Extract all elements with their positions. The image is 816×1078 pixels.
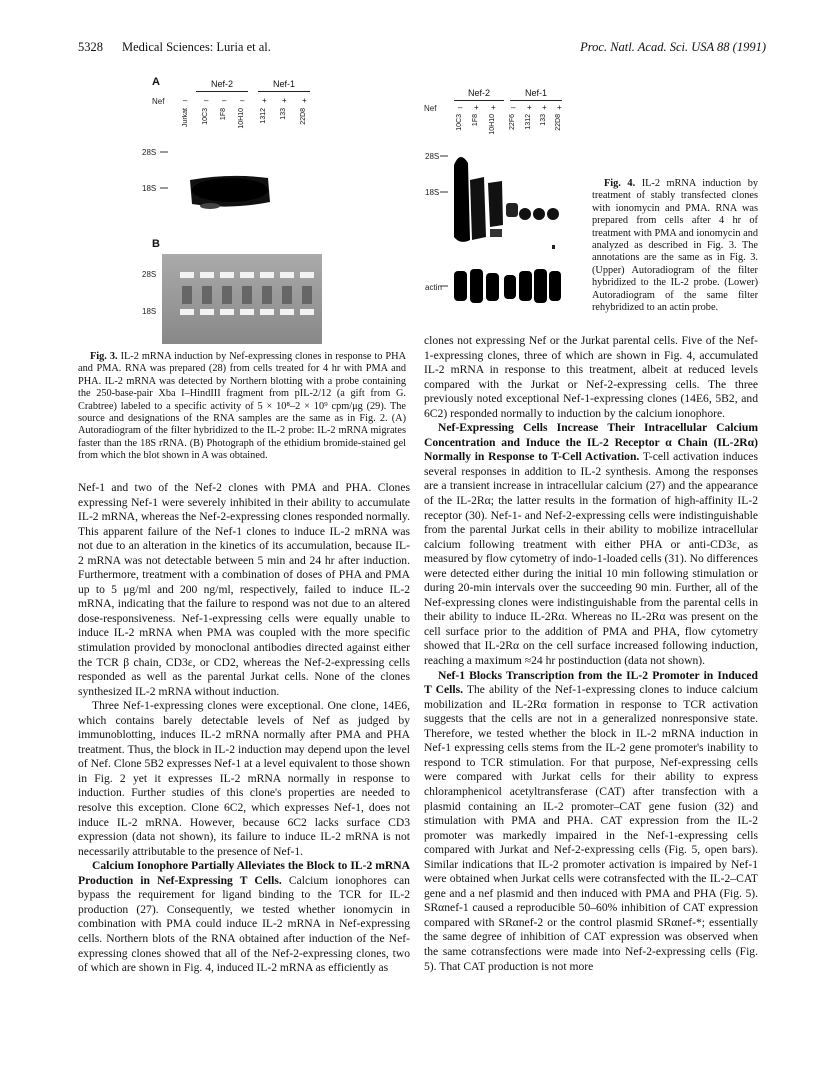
section-heading-calcium-ionophore: Calcium Ionophore Partially Alleviates the Block to IL-2 mRNA Production in Nef-Expressing T Cells. <box>78 859 410 887</box>
fig3-panel-b-label: B <box>152 238 160 250</box>
fig3-lane-label: 1312 <box>260 108 267 124</box>
fig4-lane-label: 133 <box>540 114 547 126</box>
fig3-lane-label: Jurkat <box>182 108 189 128</box>
fig4-sign: + <box>474 103 479 112</box>
fig3-sign: + <box>262 96 267 105</box>
fig3-sign: – <box>222 96 227 105</box>
fig4-lane-label: 22F6 <box>509 114 516 130</box>
fig4-caption-label: Fig. 4. <box>604 178 636 189</box>
running-header <box>78 40 766 58</box>
page-number: 5328 <box>78 40 103 54</box>
fig4-caption-text: IL-2 mRNA induction by treatment of stably transfected clones with ionomycin and PMA. RNA was prepared from cells after 4 hr of treatment with PMA and ionomycin and analyzed as described in Fig. 3. The annotations are the same as in Fig. 3. (Upper) Autoradiogram of the filter hybridized to the IL-2 probe. (Lower) Autoradiogram of the same filter rehybridized to an actin probe. <box>592 178 758 314</box>
fig3-caption-text: IL-2 mRNA induction by Nef-expressing clones in response to PHA and PMA. RNA was prepared (28) from cells treated for 4 hr with PMA and PHA. IL-2 mRNA was detected by Northern blotting with a probe containing the 250-base-pair Xba I–HindIII fragment from pIL-2/12 (a gift from G. Crabtree) labeled to a specific activity of 5 × 10⁸–2 × 10⁹ cpm/μg (29). The source and designations of the RNA samples are the same as in Fig. 2. (A) Autoradiogram of the filter hybridized to the IL-2 probe: IL-2 mRNA migrates faster than the 18S rRNA. (B) Photograph of the ethidium bromide-stained gel from which the blot shown in A was obtained. <box>78 351 407 462</box>
fig3-caption <box>78 351 406 463</box>
fig4-sign: – <box>511 103 516 112</box>
fig4-group-nef2: Nef-2 <box>467 88 490 98</box>
fig4-lane-label: 22D8 <box>555 114 562 131</box>
right-paragraph-2: T-cell activation induces several responses in addition to IL-2 synthesis. Among the responses are a transient increase in intracellular calcium (27) and the appearance of the IL-2Rα; the latter results in the formation of high-affinity IL-2 receptor (30). Nef-1- and Nef-2-expressing cells were indistinguishable from the parental Jurkat cells in their ability to mobilize intracellular calcium following treatment with either PHA or anti-CD3ε, as measured by flow cytometry of indo-1-loaded cells (31). No differences were detected either during the initial 10 min following stimulation or during 20-min intervals over the succeeding 90 min. Further, all of the Nef-expressing clones were indistinguishable from the parental cells in their ability to induce IL-2Rα. Whereas no IL-2Rα was present on the cell surface prior to the addition of PMA and PHA, flow cytometry showed that IL-2Rα on the cell surface increased following induction, reaching a maximum ≈24 hr postinduction (data not shown). <box>424 450 758 668</box>
fig3b-gel-photo <box>162 254 322 344</box>
fig3-sign: – <box>183 96 188 105</box>
left-column <box>78 481 410 976</box>
fig3-caption-label: Fig. 3. <box>90 351 118 362</box>
fig3-lane-label: 22D8 <box>300 108 307 125</box>
left-paragraph-1: Nef-1 and two of the Nef-2 clones with PMA and PHA. Clones expressing Nef-1 were severely inhibited in their ability to accumulate IL-2 mRNA, whereas the Nef-2-expressing clones responded normally. This apparent failure of the Nef-1 clones to induce IL-2 mRNA was not due to an alteration in the kinetics of its accumulation, because IL-2 mRNA was not detectable between 5 min and 24 hr after induction. Furthermore, treatment with a combination of doses of PHA and PMA up to 5 μg/ml and 200 ng/ml, respectively, failed to induce IL-2 mRNA, indicating that the failure to respond was not due to an altered dose-responsiveness. Nef-1-expressing cells were equally unable to induce IL-2 mRNA when PMA was coupled with the more specific stimulation provided by monoclonal antibodies directed against either the TCR β chain, CD3ε, or CD2, whereas the Nef-2-expressing cells responded as well as the parental Jurkat cells. None of the clones synthesized IL-2 mRNA without induction. <box>78 481 410 698</box>
fig4-marker-28s: 28S <box>425 152 440 161</box>
fig3-sign: – <box>204 96 209 105</box>
fig4-sign: + <box>557 103 562 112</box>
fig4-autoradiograms <box>440 145 570 315</box>
fig3b-marker-18s: 18S <box>142 307 157 316</box>
fig3-lane-label: 10C3 <box>202 108 209 125</box>
fig3a-autoradiogram <box>160 140 320 230</box>
fig3-sign: + <box>302 96 307 105</box>
section-heading-nef1-blocks-transcription: Nef-1 Blocks Transcription from the IL-2 Promoter in Induced T Cells. <box>424 668 758 697</box>
right-paragraph-1: clones not expressing Nef or the Jurkat parental cells. Five of the Nef-1-expressing clones, three of which are shown in Fig. 4, accumulated IL-2 mRNA in response to this treatment, albeit at reduced levels compared with the Jurkat or Nef-2-expressing cells. The three previously noted exceptional Nef-1-expressing clones (14E6, 5B2, and 6C2) responded normally to induction by the calcium ionophore. <box>424 334 758 420</box>
journal-section: Medical Sciences: Luria et al. <box>122 40 271 54</box>
fig4-lane-label: 1F8 <box>472 114 479 127</box>
fig3-group-nef2: Nef-2 <box>210 79 233 89</box>
fig3a-marker-18s: 18S <box>142 184 157 193</box>
fig4-sign: – <box>458 103 463 112</box>
right-column <box>424 334 758 974</box>
section-heading-intracellular-calcium: Nef-Expressing Cells Increase Their Intracellular Calcium Concentration and Induce the IL-2 Receptor α Chain (IL-2Rα) Normally in Response to T-Cell Activation. <box>424 421 758 464</box>
fig4-sign: + <box>491 103 496 112</box>
fig4-sign: + <box>542 103 547 112</box>
fig4-marker-18s: 18S <box>425 188 440 197</box>
fig3-group-nef1-line <box>258 91 310 92</box>
fig3-lane-label: 1F8 <box>220 108 227 121</box>
fig4-lane-label: 1312 <box>525 114 532 130</box>
fig3a-marker-28s: 28S <box>142 148 157 157</box>
journal-citation: Proc. Natl. Acad. Sci. USA 88 (1991) <box>580 40 766 54</box>
fig4-lane-label: 10H10 <box>489 114 496 135</box>
fig3-nef-label: Nef <box>152 97 165 106</box>
fig4-marker-actin: actin <box>425 283 442 292</box>
fig3-sign: – <box>240 96 245 105</box>
fig4-nef-label: Nef <box>424 104 437 113</box>
fig3-lane-label: 133 <box>280 108 287 120</box>
left-paragraph-3: Calcium ionophores can bypass the requirement for ligand binding to the TCR for IL-2 production (27). Consequently, we tested whether ionomycin in combination with PMA could induce IL-2 mRNA in Nef-expressing cells. Northern blots of the RNA obtained after induction of the Nef-expressing clones showed that all of the Nef-2-expressing clones, two of which are shown in Fig. 4, induced IL-2 mRNA as efficiently as <box>78 873 410 975</box>
fig4-sign: + <box>527 103 532 112</box>
fig3-lane-label: 10H10 <box>238 108 245 129</box>
right-paragraph-3: The ability of the Nef-1-expressing clones to induce calcium mobilization and IL-2Rα formation in response to TCR activation suggests that the cells are not in a generalized nonresponsive state. Therefore, we tested whether the block in IL-2 mRNA induction in Nef-1 expressing cells stems from the IL-2 gene promoter's inability to respond to TCR stimulation. For that purpose, Nef-expressing cells were compared with Jurkat cells for their ability to express chloramphenicol acetyltransferase (CAT) after transfection with a plasmid containing an IL-2 promoter–CAT gene fusion (32) and stimulation with PMA and PHA. CAT expression from the IL-2 promoter was markedly impaired in the Nef-1-expressing cells compared with Jurkat and Nef-2-expressing cells (Fig. 5, open bars). Similar indications that IL-2 promoter activation is impaired by Nef-1 were obtained when Jurkat cells were cotransfected with the IL-2–CAT gene and a nef plasmid and then induced with PMA and PHA (Fig. 5). SRαnef-1 caused a reproducible 50–60% inhibition of CAT expression compared with SRαnef-2 or the control plasmid SRαnef-*; essentially the same degree of inhibition of CAT expression was observed when the same cotransfections were made into Nef-2-expressing cells (Fig. 5). That CAT production is not more <box>424 683 758 973</box>
fig4-group-nef1: Nef-1 <box>524 88 547 98</box>
fig4-lane-label: 10C3 <box>456 114 463 131</box>
fig3-panel-a-label: A <box>152 76 160 88</box>
fig3-group-nef2-line <box>196 91 248 92</box>
fig3-group-nef1: Nef-1 <box>272 79 295 89</box>
fig4-group-nef2-line <box>454 100 504 101</box>
fig3b-marker-28s: 28S <box>142 270 157 279</box>
fig4-caption <box>592 178 758 314</box>
fig4-group-nef1-line <box>510 100 562 101</box>
left-paragraph-2: Three Nef-1-expressing clones were exceptional. One clone, 14E6, which contains barely detectable levels of Nef as judged by immunoblotting, induces IL-2 mRNA normally after PMA and PHA treatment. Thus, the block in IL-2 induction may depend upon the level of Nef. Clone 5B2 expresses Nef-1 at a level equivalent to those shown in Fig. 2 yet it expresses IL-2 mRNA normally in response to induction. Further studies of this clone's properties are needed to resolve this exception. Clone 6C2, which expresses Nef-1, does not induce IL-2 mRNA. However, because 6C2 lacks surface CD3 expression (data not shown), its failure to induce IL-2 mRNA is not necessarily attributable to the presence of Nef-1. <box>78 699 410 858</box>
fig3-sign: + <box>282 96 287 105</box>
